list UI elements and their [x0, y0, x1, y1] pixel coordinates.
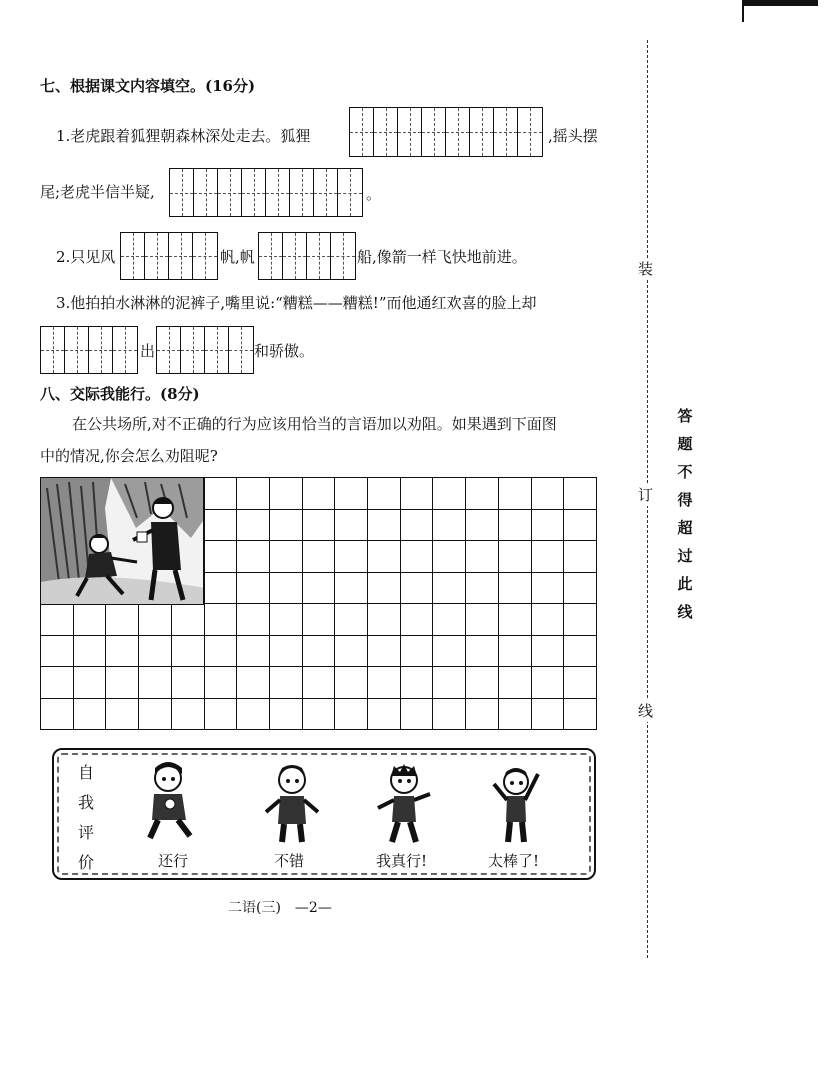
grid-cell[interactable]: [205, 667, 238, 699]
q3-answer-box-1[interactable]: [40, 326, 138, 374]
grid-cell[interactable]: [237, 604, 270, 636]
binding-warning-text: [676, 402, 694, 626]
grid-cell[interactable]: [205, 699, 238, 731]
binding-mark-xian: 线: [638, 702, 654, 720]
grid-cell[interactable]: [237, 636, 270, 668]
q2-answer-box-1[interactable]: [120, 232, 218, 280]
binding-warning-char: 此: [677, 575, 693, 593]
grid-cell[interactable]: [401, 604, 434, 636]
grid-cell[interactable]: [564, 510, 597, 542]
grid-cell[interactable]: [205, 478, 238, 510]
grid-cell[interactable]: [564, 699, 597, 731]
grid-cell[interactable]: [401, 541, 434, 573]
grid-cell[interactable]: [41, 699, 74, 731]
self-eval-title-char: 自: [77, 763, 94, 782]
grid-cell[interactable]: [564, 573, 597, 605]
grid-cell[interactable]: [205, 541, 238, 573]
grid-cell[interactable]: [303, 478, 336, 510]
self-evaluation-title: [76, 758, 96, 878]
grid-cell[interactable]: [564, 667, 597, 699]
q1-answer-box-1[interactable]: [349, 107, 543, 157]
grid-cell[interactable]: [172, 667, 205, 699]
grid-cell[interactable]: [466, 667, 499, 699]
grid-cell[interactable]: [139, 667, 172, 699]
grid-cell[interactable]: [303, 667, 336, 699]
child-figure-2-icon[interactable]: [262, 762, 322, 844]
page-footer: 二语(三) —2—: [228, 900, 332, 916]
grid-cell[interactable]: [368, 636, 401, 668]
grid-cell[interactable]: [41, 667, 74, 699]
q2-answer-box-2[interactable]: [258, 232, 356, 280]
q3-text-1: 3.他拍拍水淋淋的泥裤子,嘴里说:“糟糕——糟糕!”而他通红欢喜的脸上却: [56, 294, 537, 312]
grid-cell[interactable]: [237, 541, 270, 573]
grid-cell[interactable]: [270, 699, 303, 731]
q1-text-1: 1.老虎跟着狐狸朝森林深处走去。狐狸: [56, 127, 311, 145]
grid-cell[interactable]: [532, 573, 565, 605]
section-8-title: 八、交际我能行。(8分): [40, 385, 200, 403]
illustration-scene: [40, 477, 204, 605]
self-eval-title-char: 价: [77, 853, 94, 872]
grid-cell[interactable]: [335, 573, 368, 605]
grid-cell[interactable]: [205, 604, 238, 636]
grid-cell[interactable]: [335, 667, 368, 699]
grid-cell[interactable]: [466, 636, 499, 668]
grid-cell[interactable]: [368, 667, 401, 699]
grid-cell[interactable]: [303, 573, 336, 605]
grid-cell[interactable]: [466, 699, 499, 731]
child-figure-1-icon[interactable]: [140, 760, 200, 842]
grid-cell[interactable]: [139, 699, 172, 731]
grid-cell[interactable]: [335, 604, 368, 636]
grid-cell[interactable]: [74, 604, 107, 636]
self-eval-level-3: 我真行!: [376, 852, 428, 870]
q3-text-2: 出: [140, 342, 156, 360]
grid-cell[interactable]: [205, 636, 238, 668]
grid-cell[interactable]: [466, 478, 499, 510]
binding-warning-char: 超: [677, 519, 693, 537]
grid-cell[interactable]: [401, 636, 434, 668]
grid-cell[interactable]: [368, 478, 401, 510]
grid-cell[interactable]: [368, 604, 401, 636]
grid-cell[interactable]: [106, 667, 139, 699]
q2-text-1: 2.只见风: [56, 248, 116, 266]
grid-cell[interactable]: [499, 573, 532, 605]
grid-cell[interactable]: [499, 541, 532, 573]
grid-cell[interactable]: [303, 604, 336, 636]
grid-cell[interactable]: [237, 573, 270, 605]
q1-text-2: ,摇头摆: [548, 127, 598, 145]
grid-cell[interactable]: [270, 510, 303, 542]
grid-cell[interactable]: [532, 667, 565, 699]
grid-cell[interactable]: [368, 541, 401, 573]
grid-cell[interactable]: [499, 636, 532, 668]
self-eval-title-char: 我: [77, 793, 94, 812]
grid-cell[interactable]: [237, 510, 270, 542]
grid-cell[interactable]: [499, 604, 532, 636]
grid-cell[interactable]: [303, 699, 336, 731]
grid-cell[interactable]: [499, 478, 532, 510]
grid-cell[interactable]: [237, 667, 270, 699]
boy-carving-tree-illustration: [41, 478, 204, 605]
grid-cell[interactable]: [139, 604, 172, 636]
grid-cell[interactable]: [499, 667, 532, 699]
self-eval-level-4: 太棒了!: [488, 852, 540, 870]
q1-text-3: 尾;老虎半信半疑,: [40, 183, 155, 201]
grid-cell[interactable]: [433, 510, 466, 542]
grid-cell[interactable]: [433, 541, 466, 573]
corner-mark-bar: [742, 0, 818, 6]
grid-cell[interactable]: [139, 636, 172, 668]
self-eval-level-1: 还行: [158, 852, 189, 870]
binding-warning-char: 过: [677, 547, 693, 565]
grid-cell[interactable]: [433, 604, 466, 636]
q3-text-3: 和骄傲。: [254, 342, 315, 360]
grid-cell[interactable]: [172, 699, 205, 731]
grid-cell[interactable]: [401, 667, 434, 699]
grid-cell[interactable]: [401, 478, 434, 510]
grid-cell[interactable]: [335, 541, 368, 573]
grid-cell[interactable]: [401, 573, 434, 605]
child-figure-4-icon[interactable]: [486, 762, 546, 844]
grid-cell[interactable]: [106, 604, 139, 636]
grid-cell[interactable]: [74, 699, 107, 731]
self-eval-title-char: 评: [77, 823, 94, 842]
grid-cell[interactable]: [106, 636, 139, 668]
grid-cell[interactable]: [466, 541, 499, 573]
grid-cell[interactable]: [303, 510, 336, 542]
grid-cell[interactable]: [368, 510, 401, 542]
grid-cell[interactable]: [532, 510, 565, 542]
grid-cell[interactable]: [401, 699, 434, 731]
binding-warning-char: 题: [677, 435, 693, 453]
section-7-title: 七、根据课文内容填空。(16分): [40, 77, 256, 95]
binding-warning-char: 线: [677, 603, 693, 621]
grid-cell[interactable]: [74, 667, 107, 699]
grid-cell[interactable]: [564, 604, 597, 636]
grid-cell[interactable]: [532, 541, 565, 573]
grid-cell[interactable]: [335, 478, 368, 510]
grid-cell[interactable]: [466, 573, 499, 605]
grid-cell[interactable]: [335, 699, 368, 731]
section-8-prompt-line-2: 中的情况,你会怎么劝阻呢?: [40, 447, 218, 465]
child-figure-3-icon[interactable]: [374, 762, 434, 844]
grid-cell[interactable]: [237, 699, 270, 731]
grid-cell[interactable]: [270, 604, 303, 636]
grid-cell[interactable]: [368, 573, 401, 605]
section-8-prompt-line-1: 在公共场所,对不正确的行为应该用恰当的言语加以劝阻。如果遇到下面图: [72, 415, 557, 433]
q2-text-3: 船,像箭一样飞快地前进。: [357, 248, 527, 266]
grid-cell[interactable]: [106, 699, 139, 731]
grid-cell[interactable]: [532, 478, 565, 510]
grid-cell[interactable]: [303, 541, 336, 573]
grid-cell[interactable]: [433, 699, 466, 731]
grid-cell[interactable]: [270, 541, 303, 573]
grid-cell[interactable]: [74, 636, 107, 668]
grid-cell[interactable]: [237, 478, 270, 510]
grid-cell[interactable]: [270, 667, 303, 699]
grid-cell[interactable]: [433, 478, 466, 510]
grid-cell[interactable]: [205, 510, 238, 542]
grid-cell[interactable]: [433, 573, 466, 605]
grid-cell[interactable]: [41, 604, 74, 636]
grid-cell[interactable]: [532, 604, 565, 636]
self-eval-level-2: 不错: [274, 852, 305, 870]
binding-warning-char: 得: [677, 491, 693, 509]
binding-mark-ding: 订: [638, 486, 654, 504]
grid-cell[interactable]: [303, 636, 336, 668]
grid-cell[interactable]: [205, 573, 238, 605]
binding-mark-zhuang: 装: [638, 260, 654, 278]
grid-cell[interactable]: [270, 478, 303, 510]
grid-cell[interactable]: [368, 699, 401, 731]
grid-cell[interactable]: [270, 573, 303, 605]
grid-cell[interactable]: [532, 636, 565, 668]
grid-cell[interactable]: [401, 510, 434, 542]
grid-cell[interactable]: [433, 636, 466, 668]
q3-answer-box-2[interactable]: [156, 326, 254, 374]
grid-cell[interactable]: [172, 604, 205, 636]
grid-cell[interactable]: [466, 510, 499, 542]
grid-cell[interactable]: [335, 636, 368, 668]
grid-cell[interactable]: [532, 699, 565, 731]
grid-cell[interactable]: [564, 478, 597, 510]
grid-cell[interactable]: [564, 636, 597, 668]
binding-warning-char: 答: [677, 407, 693, 425]
binding-warning-char: 不: [677, 463, 693, 481]
grid-cell[interactable]: [335, 510, 368, 542]
grid-cell[interactable]: [433, 667, 466, 699]
grid-cell[interactable]: [41, 636, 74, 668]
grid-cell[interactable]: [172, 636, 205, 668]
grid-cell[interactable]: [270, 636, 303, 668]
q1-answer-box-2[interactable]: [169, 168, 363, 217]
grid-cell[interactable]: [564, 541, 597, 573]
grid-cell[interactable]: [499, 699, 532, 731]
grid-cell[interactable]: [499, 510, 532, 542]
q2-text-2: 帆,帆: [220, 248, 255, 266]
grid-cell[interactable]: [466, 604, 499, 636]
q1-text-4: 。: [366, 185, 382, 203]
